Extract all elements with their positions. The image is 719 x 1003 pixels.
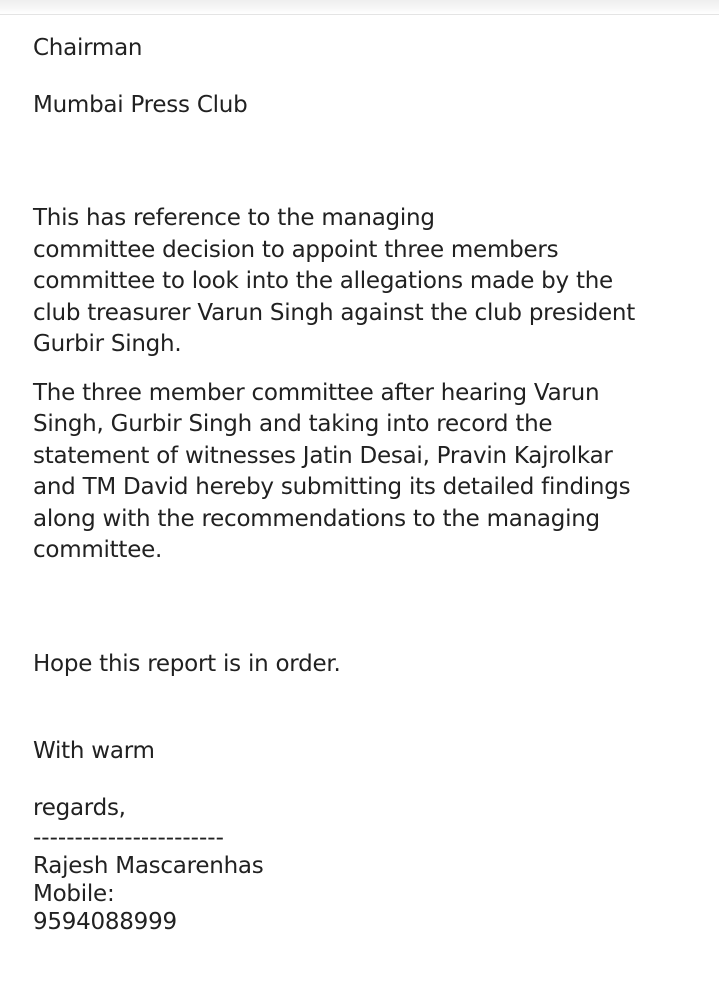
paragraph-line: This has reference to the managing [33,205,435,231]
letter-body [33,33,693,936]
paragraph-findings [33,378,693,567]
paragraph-reference [33,203,693,361]
paragraph-line: statement of witnesses Jatin Desai, Pravin Kajrolkar [33,442,613,469]
salutation-line-2: regards, [33,794,126,821]
paragraph-line: Gurbir Singh. [33,331,182,357]
addressee-org: Mumbai Press Club [33,91,248,118]
paragraph-line: club treasurer Varun Singh against the club president [33,299,635,326]
closing-note: Hope this report is in order. [33,650,341,677]
paragraph-line: along with the recommendations to the managing [33,505,600,532]
paragraph-line: committee decision to appoint three members [33,236,559,263]
sender-name: Rajesh Mascarenhas [33,853,264,879]
paragraph-line: and TM David hereby submitting its detailed findings [33,474,631,500]
paragraph-line: committee. [33,537,163,563]
paragraph-line: committee to look into the allegations made by the [33,268,613,294]
mobile-label: Mobile: [33,881,115,907]
mobile-number: 9594088999 [33,909,177,935]
signature-divider: ----------------------- [33,825,224,851]
addressee-title: Chairman [33,35,143,61]
signature-block [33,824,693,936]
top-edge [0,0,719,15]
salutation-line-1: With warm [33,738,155,764]
paragraph-line: The three member committee after hearing Varun [33,379,600,406]
paragraph-line: Singh, Gurbir Singh and taking into record the [33,411,553,437]
